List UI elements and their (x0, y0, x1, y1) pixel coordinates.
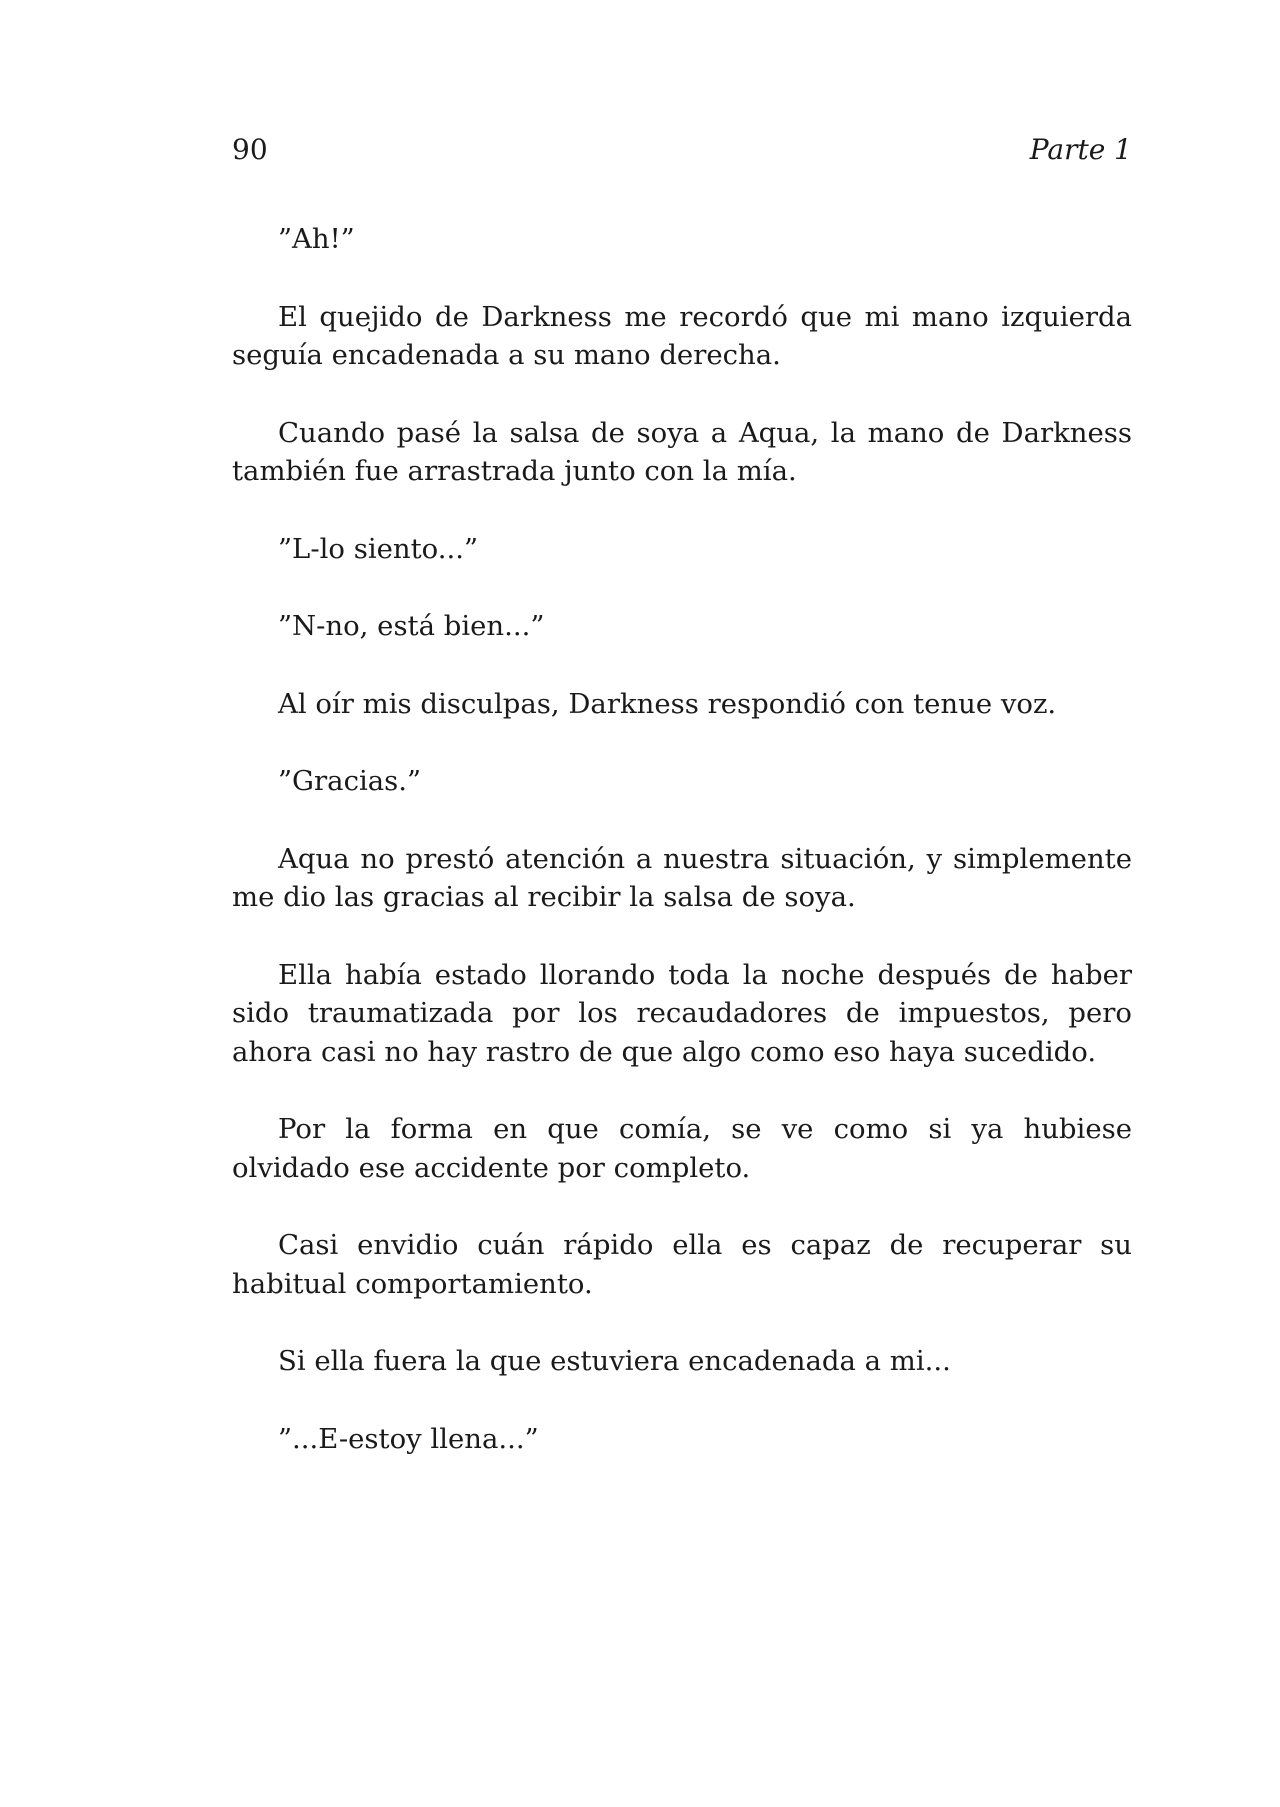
paragraph: Si ella fuera la que estuviera encadenada a mi... (278, 1345, 951, 1377)
paragraph-dialogue: ”N-no, está bien...” (278, 610, 545, 642)
paragraph: El quejido de Darkness me recordó que mi mano izquierda seguía encadenada a su mano derecha. (232, 300, 1132, 371)
paragraph: Aqua no prestó atención a nuestra situación, y simplemente me dio las gracias al recibir la salsa de soya. (232, 842, 1132, 913)
body-text (232, 220, 1132, 1497)
paragraph: Cuando pasé la salsa de soya a Aqua, la mano de Darkness también fue arrastrada junto con la mía. (232, 416, 1132, 487)
paragraph-dialogue: ”Gracias.” (278, 765, 422, 797)
paragraph-dialogue: ”L-lo siento...” (278, 532, 479, 565)
paragraph-dialogue: ”...E-estoy llena...” (278, 1422, 539, 1455)
running-head: Parte 1 (1029, 133, 1132, 166)
paragraph: Casi envidio cuán rápido ella es capaz de recuperar su habitual comportamiento. (232, 1229, 1132, 1300)
paragraph-dialogue: ”Ah!” (278, 223, 355, 255)
page-number: 90 (232, 133, 268, 166)
paragraph: Al oír mis disculpas, Darkness respondió con tenue voz. (278, 687, 1057, 720)
book-page (232, 0, 1132, 1807)
paragraph: Ella había estado llorando toda la noche después de haber sido traumatizada por los recaudadores de impuestos, pero ahora casi no hay rastro de que algo como eso haya sucedido. (232, 958, 1132, 1068)
paragraph: Por la forma en que comía, se ve como si ya hubiese olvidado ese accidente por completo. (232, 1113, 1132, 1184)
page-header (232, 130, 1132, 170)
